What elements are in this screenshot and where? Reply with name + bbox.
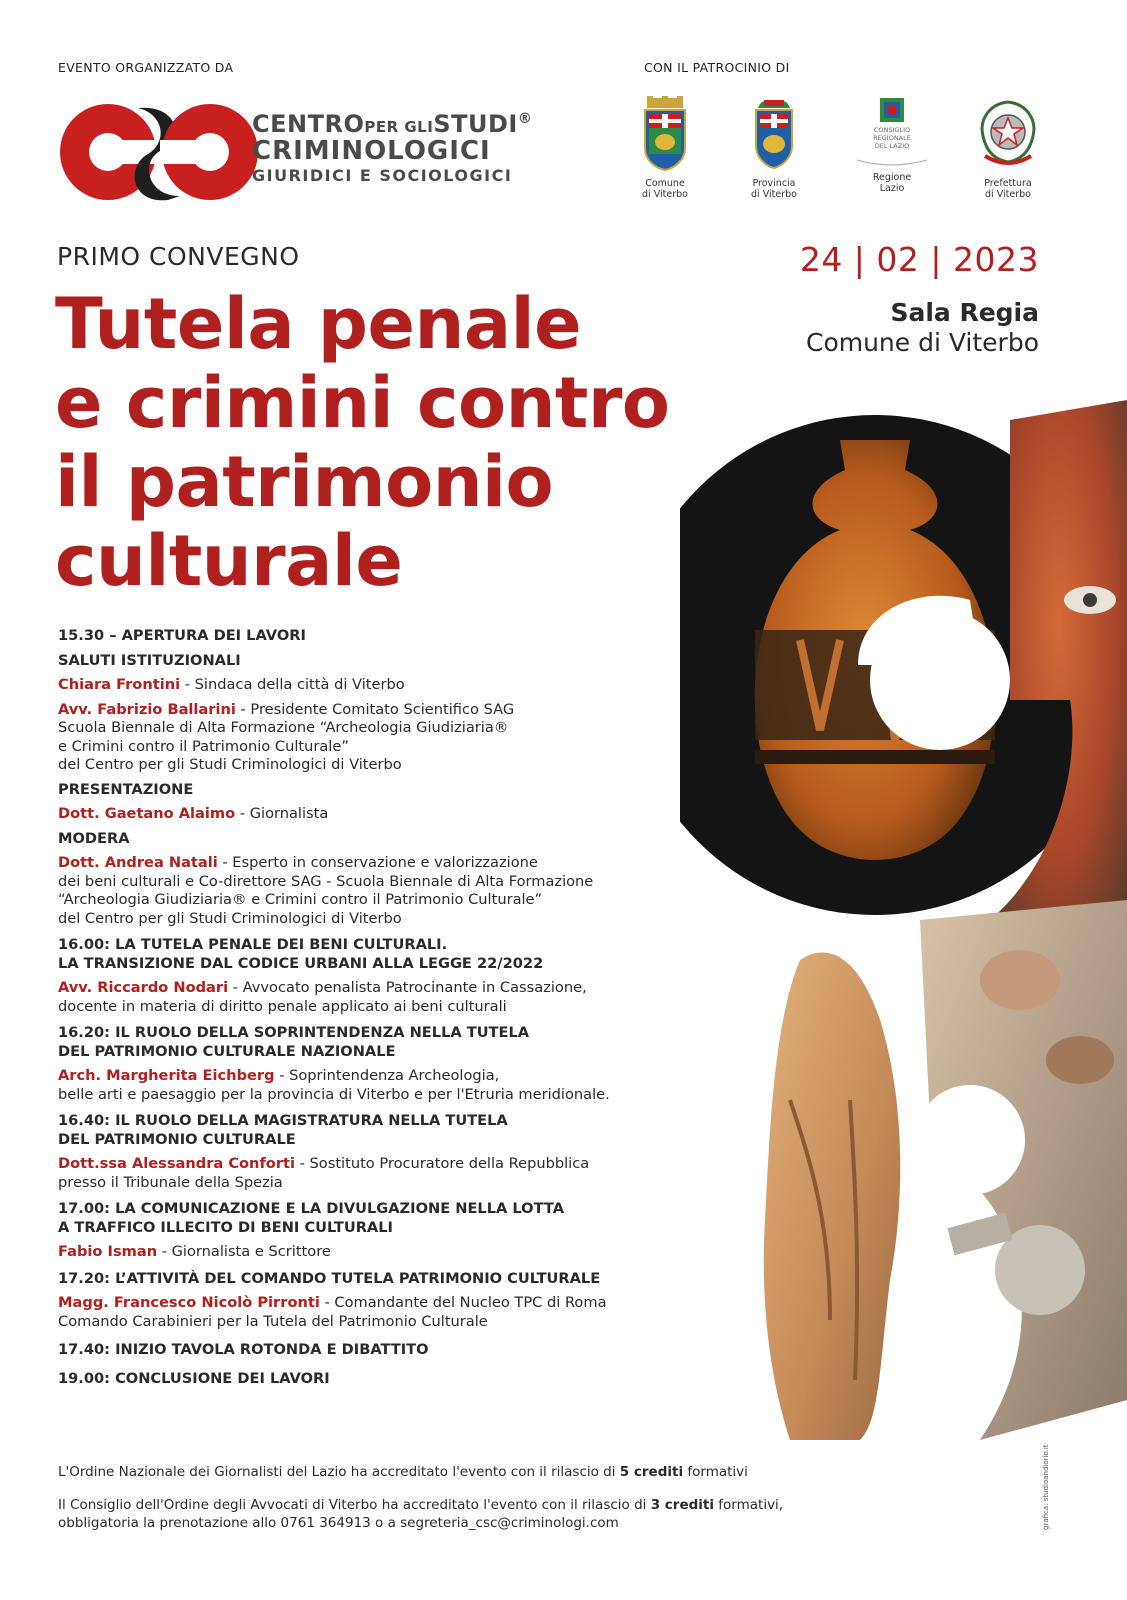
session-1600-heading-1: 16.00: LA TUTELA PENALE DEI BENI CULTURALI.: [58, 936, 448, 953]
patron-prefettura-l1: Prefettura: [984, 178, 1032, 189]
footer-f2-c: formativi,: [713, 1497, 784, 1513]
speaker-natali: [58, 854, 708, 873]
patron-prefettura-l2: di Viterbo: [985, 189, 1031, 200]
comune-crest-icon: [641, 96, 689, 172]
speaker-natali-role: - Esperto in conservazione e valorizzazione: [217, 854, 538, 871]
italian-emblem-icon: [975, 96, 1041, 172]
svg-text:CONSIGLIO: CONSIGLIO: [873, 126, 911, 134]
provincia-crest-icon: [750, 96, 798, 172]
organizer-label: EVENTO ORGANIZZATO DA: [58, 60, 234, 75]
title-line-2: e crimini contro: [55, 362, 670, 444]
speaker-nodari: [58, 979, 708, 998]
speaker-eichberg-l2: belle arti e paesaggio per la provincia di Viterbo e per l'Etruria meridionale.: [58, 1085, 610, 1103]
speaker-pirronti-name: Magg. Francesco Nicolò Pirronti: [58, 1294, 320, 1311]
event-kicker: PRIMO CONVEGNO: [57, 242, 300, 271]
venue-hall: Sala Regia: [890, 298, 1039, 327]
program-opening: 15.30 – APERTURA DEI LAVORI: [58, 627, 306, 644]
speaker-natali-l4: del Centro per gli Studi Criminologici di Viterbo: [58, 909, 402, 927]
speaker-eichberg-name: Arch. Margherita Eichberg: [58, 1067, 275, 1084]
footer-f1-a: L'Ordine Nazionale dei Giornalisti del Lazio ha accreditato l'evento con il rilascio di: [58, 1464, 620, 1480]
speaker-nodari-role: - Avvocato penalista Patrocinante in Cassazione,: [228, 979, 587, 996]
patron-provincia: [724, 96, 824, 200]
speaker-nodari-l2: docente in materia di diritto penale applicato ai beni culturali: [58, 997, 507, 1015]
artwork-collage: [680, 400, 1127, 1460]
patron-prefettura: [958, 96, 1058, 200]
speaker-frontini-name: Chiara Frontini: [58, 676, 181, 693]
svg-text:REGIONALE: REGIONALE: [873, 134, 911, 142]
logo-studi: STUDI: [433, 110, 518, 138]
speaker-frontini: [58, 676, 708, 695]
logo-criminologici: CRIMINOLOGICI: [252, 136, 491, 166]
title-line-1: Tutela penale: [55, 283, 582, 365]
patron-regione-l1: Regione: [872, 172, 912, 183]
event-date: 24 | 02 | 2023: [799, 240, 1039, 279]
footer-booking: obbligatoria la prenotazione allo 0761 364913 o a segreteria_csc@criminologi.com: [58, 1515, 619, 1531]
program-presentazione-heading: PRESENTAZIONE: [58, 780, 194, 798]
footer-f2-b: 3 crediti: [650, 1497, 714, 1513]
patron-comune: [615, 96, 715, 200]
session-1620-heading-2: DEL PATRIMONIO CULTURALE NAZIONALE: [58, 1042, 396, 1060]
speaker-pirronti-l2: Comando Carabinieri per la Tutela del Patrimonio Culturale: [58, 1312, 488, 1330]
footer-lawyers-credits: [58, 1496, 783, 1514]
svg-text:DEL LAZIO: DEL LAZIO: [874, 142, 910, 150]
speaker-ballarini-l2: Scuola Biennale di Alta Formazione “Archeologia Giudiziaria®: [58, 719, 509, 736]
speaker-eichberg-role: - Soprintendenza Archeologia,: [274, 1067, 500, 1084]
speaker-ballarini-role: - Presidente Comitato Scientifico SAG: [235, 700, 515, 718]
session-1700-heading-1: 17.00: LA COMUNICAZIONE E LA DIVULGAZIONE NELLA LOTTA: [58, 1200, 564, 1217]
speaker-conforti-l2: presso il Tribunale della Spezia: [58, 1173, 283, 1191]
patron-provincia-l2: di Viterbo: [751, 189, 797, 200]
graphic-credit: grafica: studioandiorio.it: [1042, 1444, 1050, 1530]
speaker-alaimo-name: Dott. Gaetano Alaimo: [58, 805, 236, 822]
program: [58, 627, 708, 1394]
speaker-pirronti-role: - Comandante del Nucleo TPC di Roma: [319, 1294, 607, 1311]
statue-photo: [764, 953, 901, 1441]
session-1640-heading-2: DEL PATRIMONIO CULTURALE: [58, 1130, 296, 1148]
logo-registered: ®: [517, 111, 533, 127]
speaker-pirronti: [58, 1294, 708, 1313]
logo-centro: CENTRO: [252, 110, 365, 138]
speaker-ballarini: [58, 701, 708, 720]
session-1900-heading: 19.00: CONCLUSIONE DEI LAVORI: [58, 1369, 330, 1387]
session-1720-heading: 17.20: L’ATTIVITÀ DEL COMANDO TUTELA PATRIMONIO CULTURALE: [58, 1269, 601, 1287]
patron-regione: [842, 96, 942, 194]
patronage-label: CON IL PATROCINIO DI: [644, 60, 790, 75]
patron-comune-l2: di Viterbo: [642, 189, 688, 200]
csc-logo-icon: [60, 100, 260, 204]
speaker-ballarini-name: Avv. Fabrizio Ballarini: [58, 700, 236, 718]
venue-place: Comune di Viterbo: [805, 328, 1039, 357]
patron-regione-l2: Lazio: [879, 183, 905, 194]
speaker-alaimo-role: - Giornalista: [235, 805, 329, 822]
speaker-natali-l3: “Archeologia Giudiziaria® e Crimini contro il Patrimonio Culturale”: [58, 891, 543, 908]
title-line-3: il patrimonio: [55, 441, 554, 523]
patron-provincia-l1: Provincia: [752, 178, 796, 189]
organizer-logo-text: [252, 112, 532, 184]
footer-f1-b: 5 crediti: [619, 1464, 684, 1480]
logo-giuridici: GIURIDICI E SOCIOLOGICI: [252, 166, 513, 185]
session-1600-heading-2: LA TRANSIZIONE DAL CODICE URBANI ALLA LEGGE 22/2022: [58, 954, 544, 972]
program-modera-heading: MODERA: [58, 829, 130, 847]
fresco-face-photo: [990, 400, 1127, 960]
title-line-4: culturale: [55, 520, 403, 602]
speaker-conforti-role: - Sostituto Procuratore della Repubblica: [295, 1155, 590, 1172]
footer-f1-c: formativi: [683, 1464, 748, 1480]
speaker-isman: [58, 1243, 708, 1262]
program-saluti-heading: SALUTI ISTITUZIONALI: [58, 651, 241, 669]
speaker-conforti-name: Dott.ssa Alessandra Conforti: [58, 1155, 295, 1172]
session-1700-heading-2: A TRAFFICO ILLECITO DI BENI CULTURALI: [58, 1218, 393, 1236]
speaker-frontini-role: - Sindaca della città di Viterbo: [180, 676, 405, 693]
speaker-ballarini-l3: e Crimini contro il Patrimonio Culturale”: [58, 737, 349, 755]
speaker-eichberg: [58, 1067, 708, 1086]
regione-lazio-logo-icon: [847, 96, 937, 172]
session-1740-heading: 17.40: INIZIO TAVOLA ROTONDA E DIBATTITO: [58, 1341, 429, 1358]
patron-comune-l1: Comune: [645, 178, 685, 189]
footer-journalists-credits: [58, 1463, 748, 1481]
speaker-nodari-name: Avv. Riccardo Nodari: [58, 979, 229, 996]
speaker-alaimo: [58, 805, 708, 824]
speaker-isman-name: Fabio Isman: [58, 1243, 158, 1260]
footer-f2-a: Il Consiglio dell'Ordine degli Avvocati di Viterbo ha accreditato l'evento con il rilascio di: [58, 1497, 651, 1513]
speaker-natali-l2: dei beni culturali e Co-direttore SAG - Scuola Biennale di Alta Formazione: [58, 872, 594, 890]
speaker-conforti: [58, 1155, 708, 1174]
session-1620-heading-1: 16.20: IL RUOLO DELLA SOPRINTENDENZA NELLA TUTELA: [58, 1024, 530, 1041]
speaker-isman-role: - Giornalista e Scrittore: [157, 1243, 331, 1260]
session-1640-heading-1: 16.40: IL RUOLO DELLA MAGISTRATURA NELLA TUTELA: [58, 1112, 508, 1129]
speaker-natali-name: Dott. Andrea Natali: [58, 854, 218, 871]
speaker-ballarini-l4: del Centro per gli Studi Criminologici di Viterbo: [58, 756, 402, 773]
logo-per-gli: PER GLI: [364, 118, 434, 136]
